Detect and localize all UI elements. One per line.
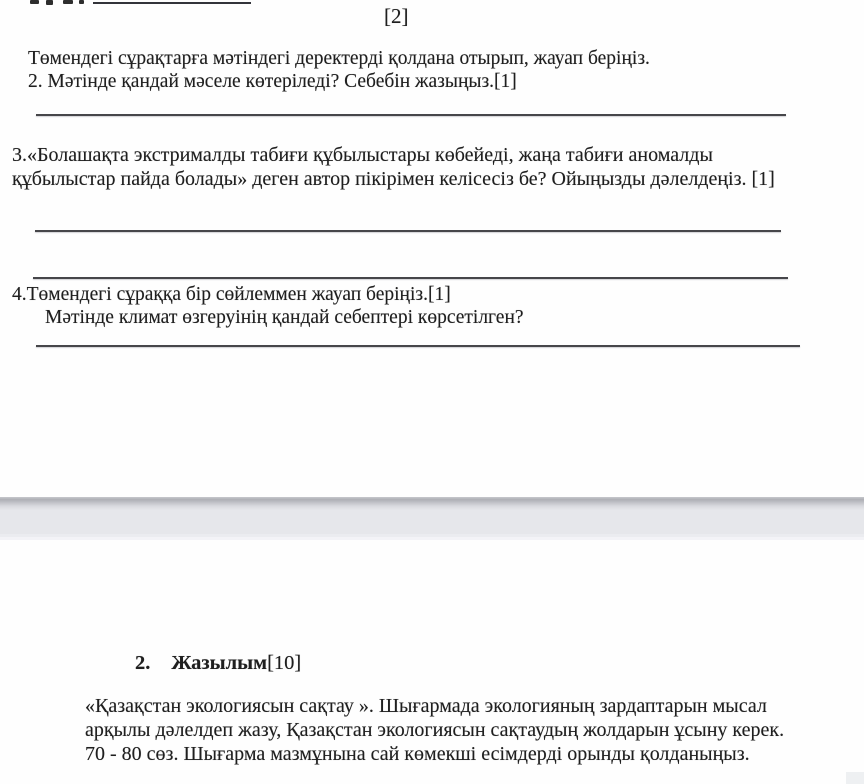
section-score: [10] (267, 652, 302, 674)
page-gap-band (0, 510, 864, 534)
writing-task-line-1: «Қазақстан экологиясын сақтау ». Шығармада экологияның зардаптарын мысал (85, 695, 767, 717)
header-blank-line (93, 2, 251, 4)
answer-blank-line-2 (35, 230, 781, 232)
answer-blank-line-4 (36, 345, 800, 347)
ink-mark (30, 0, 39, 4)
reading-instruction: Төмендегі сұрақтарға мәтіндегі деректерді қолдана отырып, жауап беріңіз. (28, 48, 650, 69)
question-2: 2. Мәтінде қандай мәселе көтеріледі? Себебін жазыңыз.[1] (28, 71, 517, 92)
writing-section-heading (135, 651, 301, 676)
question-4: 4.Төмендегі сұраққа бір сөйлеммен жауап беріңіз.[1] (12, 284, 451, 305)
ink-mark (79, 0, 84, 4)
answer-blank-line-3 (33, 277, 788, 279)
scan-smudge (846, 772, 864, 784)
section-title: Жазылым (171, 652, 268, 674)
ink-mark (46, 0, 53, 5)
answer-blank-line-1 (36, 114, 786, 116)
question-3-line-2: құбылыстар пайда болады» деген автор пікірімен келісесіз бе? Ойыңызды дәлелдеңіз. [1] (12, 168, 775, 190)
page-edge-shadow (0, 497, 864, 510)
question-4-subquestion: Мәтінде климат өзгеруінің қандай себептері көрсетілген? (45, 307, 524, 328)
page-gap-fade (0, 537, 864, 540)
score-marker: [2] (384, 4, 409, 28)
section-number: 2. (135, 652, 151, 674)
question-3-line-1: 3.«Болашақта экстрималды табиғи құбылыстары көбейеді, жаңа табиғи аномалды (12, 144, 713, 166)
writing-task-line-3: 70 - 80 сөз. Шығарма мазмұнына сай көмекші есімдерді орынды қолданыңыз. (85, 743, 750, 765)
writing-task-line-2: арқылы дәлелдеп жазу, Қазақстан экологиясын сақтаудың жолдарын ұсыну керек. (85, 719, 785, 741)
ink-mark (63, 0, 73, 4)
